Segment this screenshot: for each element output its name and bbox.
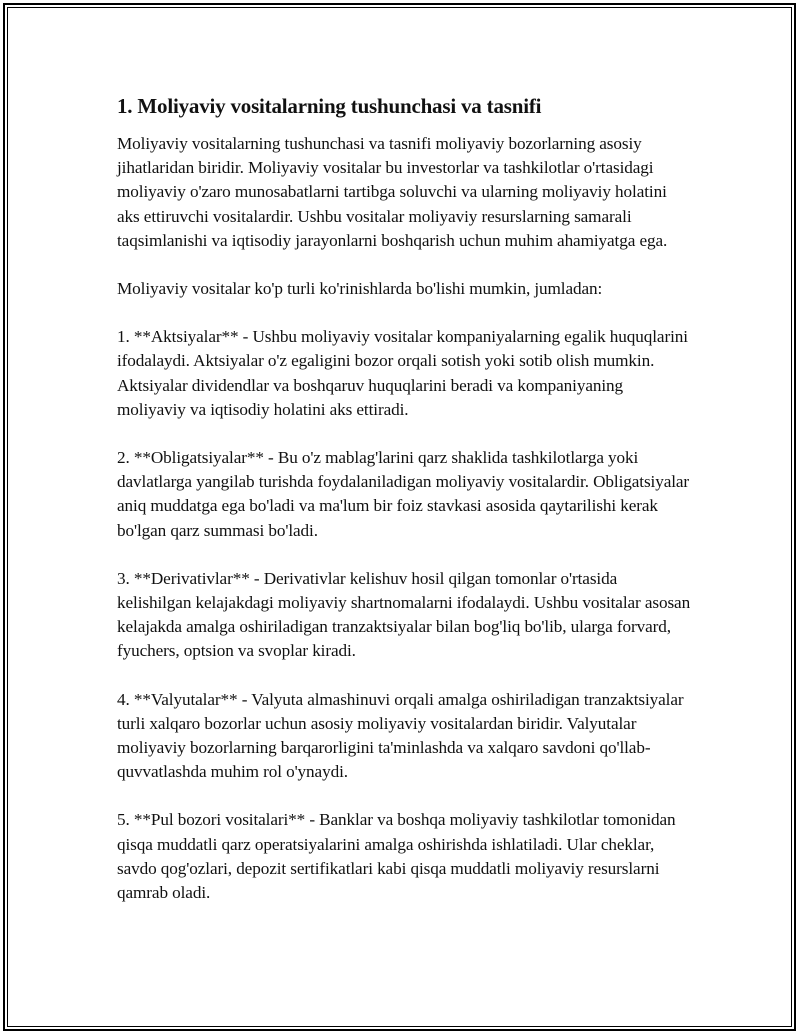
list-item-obligatsiyalar: 2. **Obligatsiyalar** - Bu o'z mablag'larini qarz shaklida tashkilotlarga yoki davlatlarga yangilab turishda foydalaniladigan moliyaviy vositalardir. Obligatsiyalar aniq muddatga ega bo'ladi va ma'lum bir foiz stavkasi asosida qaytarilishi kerak bo'lgan qarz summasi bo'ladi. — [117, 448, 690, 540]
list-intro-paragraph: Moliyaviy vositalar ko'p turli ko'rinishlarda bo'lishi mumkin, jumladan: — [117, 279, 603, 299]
list-item-valyutalar: 4. **Valyutalar** - Valyuta almashinuvi orqali amalga oshiriladigan tranzaktsiyalar turli xalqaro bozorlar uchun asosiy moliyaviy vositalardan biridir. Valyutalar moliyaviy bozorlarning barqarorligini ta'minlashda va xalqaro savdoni qo'llab-quvvatlashda muhim rol o'ynaydi. — [117, 689, 684, 782]
intro-paragraph: Moliyaviy vositalarning tushunchasi va tasnifi moliyaviy bozorlarning asosiy jihatlaridan biridir. Moliyaviy vositalar bu investorlar va tashkilotlar o'rtasidagi moliyaviy o'zaro munosabatlarni tartibga soluvchi va ularning moliyaviy holatini aks ettiruvchi vositalardir. Ushbu vositalar moliyaviy resurslarning samarali taqsimlanishi va iqtisodiy jarayonlarni boshqarish uchun muhim ahamiyatga ega. — [117, 134, 668, 250]
list-item-pul-bozori: 5. **Pul bozori vositalari** - Banklar va boshqa moliyaviy tashkilotlar tomonidan qisqa muddatli qarz operatsiyalarini amalga oshirishda ishlatiladi. Ular cheklar, savdo qog'ozlari, depozit sertifikatlari kabi qisqa muddatli moliyaviy resurslarni qamrab oladi. — [117, 810, 676, 903]
document-body — [117, 92, 692, 929]
section-heading: 1. Moliyaviy vositalarning tushunchasi va tasnifi — [117, 94, 542, 118]
list-item-derivativlar: 3. **Derivativlar** - Derivativlar kelishuv hosil qilgan tomonlar o'rtasida kelishilgan kelajakdagi moliyaviy shartnomalarni ifodalaydi. Ushbu vositalar asosan kelajakda amalga oshiriladigan tranzaktsiyalar bilan bog'liq bo'lib, ularga forvard, fyuchers, optsion va svoplar kiradi. — [117, 568, 691, 661]
list-item-aktsiyalar: 1. **Aktsiyalar** - Ushbu moliyaviy vositalar kompaniyalarning egalik huquqlarini ifodalaydi. Aktsiyalar o'z egaligini bozor orqali sotish yoki sotib olish mumkin. Aktsiyalar dividendlar va boshqaruv huquqlarini beradi va kompaniyaning moliyaviy va iqtisodiy holatini aks ettiradi. — [117, 327, 688, 419]
